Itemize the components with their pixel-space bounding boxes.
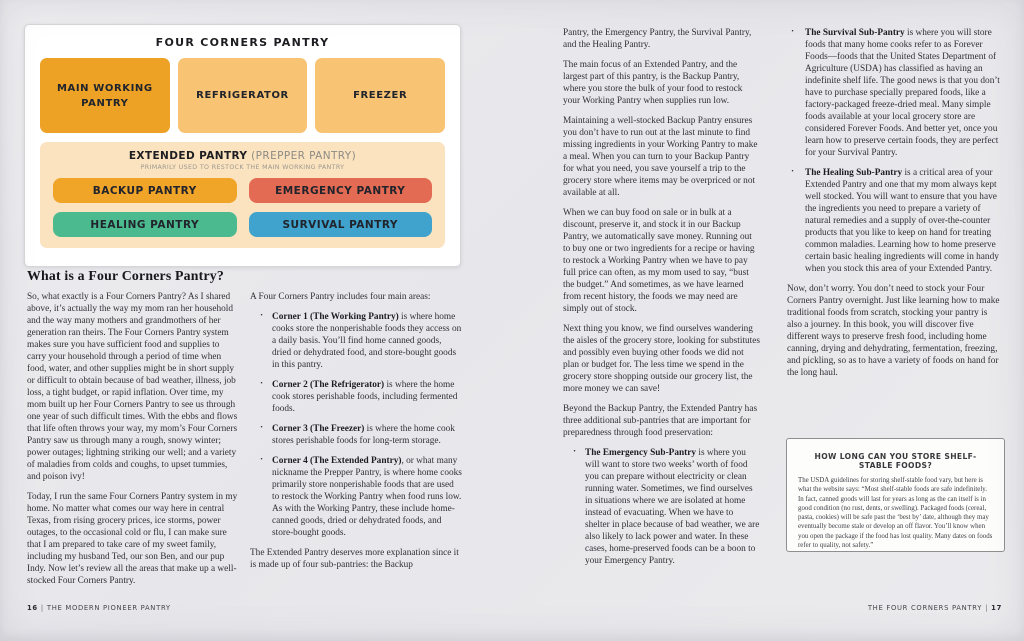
list-item-lead: The Healing Sub-Pantry — [805, 168, 903, 178]
list-item-text: is where the home cook stores perishable foods, including fermented foods. — [272, 380, 458, 414]
extended-pantry-title-light: (PREPPER PANTRY) — [247, 150, 357, 162]
list-item-lead: Corner 1 (The Working Pantry) — [272, 312, 399, 322]
extended-pantry-title — [53, 150, 432, 162]
footer-book-title: THE MODERN PIONEER PANTRY — [46, 604, 171, 612]
column-what-is-four-corners-pantry — [27, 268, 239, 595]
diagram-pill-survival-pantry: SURVIVAL PANTRY — [249, 212, 433, 237]
list-item-lead: The Emergency Sub-Pantry — [585, 448, 697, 458]
diagram-corner-row — [40, 58, 445, 133]
body-paragraph: Maintaining a well-stocked Backup Pantry ensures you don’t have to run out at the last minute to find missing ingredients in your Working Pantry to make a meal. When you can turn to your Backup Pantry for what you need, you save yourself a trip to the grocery store where items may be overpriced or not available at all. — [563, 116, 758, 198]
list-item-corner-4 — [250, 455, 462, 539]
body-paragraph: When we can buy food on sale or in bulk at a discount, preserve it, and stock it in our Backup Pantry, we automatically save money. Running out to buy one or two ingredients for a recipe or having to restock a Working Pantry when we have to pay full price can often, as my mom used to say, “bust the budget.” And sometimes, as we have learned from recent history, the foods we may need are simply out of stock. — [563, 208, 755, 314]
shelf-stable-foods-sidebar — [786, 438, 1005, 552]
diagram-box-main-working-pantry: MAIN WORKING PANTRY — [40, 58, 170, 133]
body-paragraph: The main focus of an Extended Pantry, and the largest part of this pantry, is the Backup Pantry, where you store the bulk of your food to restock your Working Pantry when supplies run low. — [563, 60, 743, 106]
diagram-box-freezer: FREEZER — [315, 58, 445, 133]
diagram-pill-backup-pantry: BACKUP PANTRY — [53, 178, 237, 203]
body-paragraph: Today, I run the same Four Corners Pantry system in my home. No matter what comes our way here in central Texas, from rising grocery prices, ice storms, power outages, to the occasional cold or flu, I can make sure that I am prepared to take care of my sweet family, including my husband Ted, our son Ben, and our pup Indy. Now let’s review all the areas that make up a well-stocked Four Corners Pantry. — [27, 491, 238, 586]
list-item-healing-sub-pantry — [787, 167, 1003, 275]
diagram-extended-pantry-group — [40, 142, 445, 248]
page-number: 16 — [27, 604, 38, 612]
list-item-emergency-sub-pantry — [563, 447, 760, 567]
body-paragraph: Next thing you know, we find ourselves wandering the aisles of the grocery store, looking for substitutes and possibly even buying other foods we did not plan or budget for. The less time we spend in the grocery store shopping outside our grocery list, the more money we can save! — [563, 324, 761, 394]
body-paragraph: So, what exactly is a Four Corners Pantry? As I shared above, it’s actually the way my mom ran her household and the way many mothers and grandmothers of her generation ran theirs. The Four Corners Pantry system makes sure you have sufficient food and supplies to carry your household through a period of time when food, water, and other supplies might be in short supply or difficult to obtain because of bad weather, illness, job loss, a tight budget, or rapid inflation. Over time, my mom built up her Four Corners Pantry to see us through one year of such difficult times. With the ebbs and flows that life often throws your way, my mom’s Four Corners Pantry saw us through many a rough, snowy winter; power outages; lightning striking our well; and a variety of maladies from colds and coughs, to upset tummies, and poison ivy! — [27, 291, 238, 482]
list-item-text: is where home cooks store the nonperishable foods they access on a daily basis. You’ll find home canned goods, dried or dehydrated food, and store-bought goods in this pantry. — [272, 312, 462, 370]
body-paragraph: The Extended Pantry deserves more explanation since it is made up of four sub-pantries: the Backup — [250, 548, 459, 570]
list-item-text: is where you will want to store two weeks’ worth of food you can prepare without electricity or clean running water. Sometimes, we find ourselves in situations where we are isolated at home instead of evacuating. When we have to shelter in place because of bad weather, we are also likely to lack power and water. In these cases, home-preserved foods can be a boon to your Emergency Pantry. — [585, 448, 760, 566]
list-item-text: , or what many nickname the Prepper Pantry, is where home cooks primarily store nonperishable foods that are used to restock the Working Pantry when food runs low. As with the Working Pantry, these include home-canned goods, dried or dehydrated foods, and store-bought goods. — [272, 456, 462, 538]
diagram-title: FOUR CORNERS PANTRY — [155, 36, 330, 49]
list-item-corner-1 — [250, 311, 462, 371]
list-item-lead: The Survival Sub-Pantry — [805, 28, 905, 38]
list-item-corner-2 — [250, 379, 462, 415]
footer-separator: | — [40, 604, 44, 612]
diagram-box-refrigerator: REFRIGERATOR — [178, 58, 308, 133]
list-item-lead: Corner 4 (The Extended Pantry) — [272, 456, 402, 466]
list-item-lead: Corner 2 (The Refrigerator) — [272, 380, 385, 390]
sidebar-body: The USDA guidelines for storing shelf-stable food vary, but here is what the website says: “Most shelf-stable foods are safe indefinitely. In fact, canned goods will last for years as long as the can itself is in good condition (no rust, dents, or swelling). Packaged foods (cereal, pasta, cookies) will be safe past the ‘best by’ date, although they may eventually become stale or develop an off flavor. You’ll know when you open the package if the food has lost quality. Many dates on foods refer to quality, not safety.” — [798, 477, 993, 550]
right-page-footer — [868, 604, 1002, 612]
body-paragraph: Pantry, the Emergency Pantry, the Survival Pantry, and the Healing Pantry. — [563, 28, 752, 50]
list-item-text: is a critical area of your Extended Pantry and one that my mom always kept well stocked. You will want to ensure that you have the ingredients you need to prepare a variety of natural remedies and a supply of over-the-counter products that you like to keep on hand for treating common maladies. Learning how to home preserve certain basic healing ingredients will come in handy when you stock this area of your Extended Pantry. — [805, 168, 999, 274]
left-page-footer — [27, 604, 171, 612]
extended-pantry-subtitle: PRIMARILY USED TO RESTOCK THE MAIN WORKING PANTRY — [140, 164, 345, 171]
column-sub-pantries — [787, 27, 1003, 387]
body-paragraph: Beyond the Backup Pantry, the Extended Pantry has three additional sub-pantries that are important for preparedness through food preservation: — [563, 404, 758, 438]
four-corners-pantry-diagram — [24, 24, 461, 267]
column-four-main-areas — [250, 291, 462, 579]
extended-pantry-title-bold: EXTENDED PANTRY — [128, 150, 248, 162]
list-item-lead: Corner 3 (The Freezer) — [272, 424, 365, 434]
sub-pantry-grid — [53, 178, 432, 237]
list-item-text: is where the home cook stores perishable foods for long-term storage. — [272, 424, 455, 446]
column-backup-pantry — [563, 27, 760, 575]
body-paragraph: A Four Corners Pantry includes four main areas: — [250, 292, 431, 302]
footer-separator: | — [985, 604, 989, 612]
list-item-survival-sub-pantry — [787, 27, 1003, 159]
list-item-text: is where you will store foods that many home cooks refer to as Forever Foods—foods that the United States Department of Agriculture (USDA) has classified as having an indefinite shelf life. The good news is that you don’t have to purchase specially prepared foods, like a factory-packaged freeze-dried meal. Many simple foods available at your local grocery store are considered Forever Foods. And better yet, once you learn how to preserve certain foods, they are perfect for your Survival Pantry. — [805, 28, 1000, 158]
sidebar-title: HOW LONG CAN YOU STORE SHELF-STABLE FOODS? — [814, 452, 977, 470]
page-number: 17 — [991, 604, 1002, 612]
body-paragraph: Now, don’t worry. You don’t need to stock your Four Corners Pantry overnight. Just like learning how to make traditional foods from scratch, stocking your pantry is also a journey. In this book, you will discover five different ways to preserve fresh food, including home canning, drying and dehydrating, fermentation, freezing, and pickling, so as to have a variety of foods on hand for the long haul. — [787, 284, 1000, 378]
list-item-corner-3 — [250, 423, 462, 447]
diagram-pill-healing-pantry: HEALING PANTRY — [53, 212, 237, 237]
footer-chapter-title: THE FOUR CORNERS PANTRY — [867, 604, 983, 612]
diagram-pill-emergency-pantry: EMERGENCY PANTRY — [249, 178, 433, 203]
section-heading: What is a Four Corners Pantry? — [27, 268, 224, 283]
